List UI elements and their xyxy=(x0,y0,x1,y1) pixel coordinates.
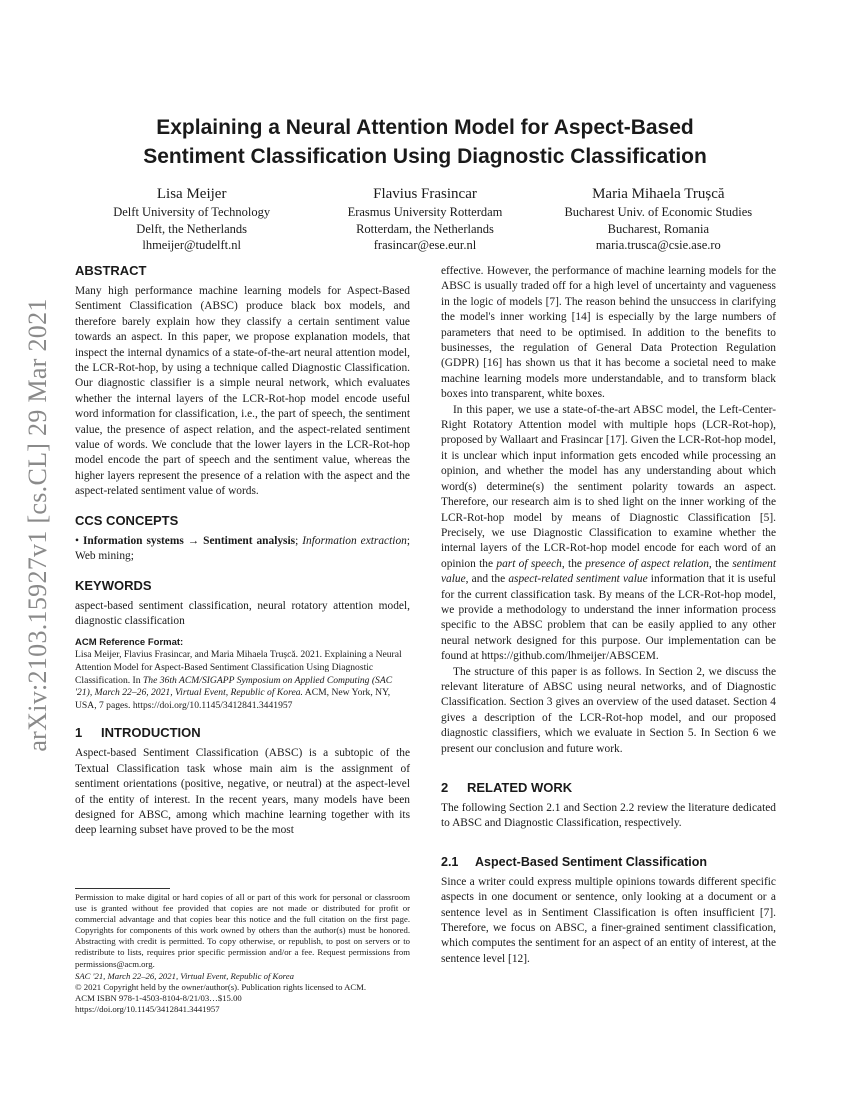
author-email: frasincar@ese.eur.nl xyxy=(373,238,477,252)
introduction-paragraph-2: In this paper, we use a state-of-the-art ABSC model, the Left-Center-Right Rotatory Attention model with multiple hops (LCR-Rot-hop), proposed by Wallaart and Frasincar [17]. Given the LCR-Rot-hop model, it is unclear which input information gets encoded while processing an opinion, and whether the model has any understanding about which word(s) determine(s) the sentiment polarity towards an aspect. Therefore, our research aim is to shed light on the inner working of the LCR-Rot-hop model by means of Diagnostic Classification [5]. Precisely, we use Diagnostic Classification to examine whether the internal layers of the LCR-Rot-hop model encode for each word of an opinion the part of speech, the presence of aspect relation, the sentiment value, and the aspect-related sentiment value information that it is useful for the current classification task. By means of the LCR-Rot-hop model, we provide a methodology to understand the inner information process specific to the ABSC problem that can be easily applied to any other neural network designed for this purpose. Our implementation can be found at https://github.com/lhmeijer/ABSCEM. xyxy=(441,403,776,663)
author-3 xyxy=(542,184,775,254)
left-column xyxy=(75,262,410,839)
ccs-heading: CCS CONCEPTS xyxy=(75,512,179,528)
ccs-arrow: → xyxy=(183,534,204,547)
conference-venue: SAC '21, March 22–26, 2021, Virtual Event, Republic of Korea xyxy=(75,970,294,981)
paper-title-line-1: Explaining a Neural Attention Model for Aspect-Based xyxy=(156,116,694,139)
related-work-text: The following Section 2.1 and Section 2.2 review the literature dedicated to ABSC and Diagnostic Classification, respectively. xyxy=(441,802,776,830)
keywords-heading: KEYWORDS xyxy=(75,577,152,593)
right-column xyxy=(441,264,776,967)
author-affiliation: Erasmus University Rotterdam xyxy=(347,205,503,219)
paper-title xyxy=(75,113,775,171)
author-email: maria.trusca@csie.ase.ro xyxy=(595,238,721,252)
ccs-category: Information systems xyxy=(82,534,184,547)
introduction-paragraph-3: The structure of this paper is as follows. In Section 2, we discuss the relevant literature of ABSC using neural networks, and of Diagnostic Classification. Section 3 gives an overview of the used dataset. Section 4 gives a description of the LCR-Rot-hop model, and our proposed diagnostic classifiers, which we evaluate in Section 5. In Section 6 we present our conclusion and future work. xyxy=(441,665,776,755)
acm-reference-heading: ACM Reference Format: xyxy=(75,637,184,649)
author-name: Flavius Frasincar xyxy=(373,186,477,202)
abstract-text: Many high performance machine learning models for Aspect-Based Sentiment Classification (ABSC) produce black box models, and therefore barely explain how they classify a certain sentiment value towards an aspect. In this paper, we propose explanation models, that inspect the internal dynamics of a state-of-the-art neural attention model, the LCR-Rot-hop, by using a technique called Diagnostic Classification. Our diagnostic classifier is a simple neural network, which evaluates whether the internal layers of the LCR-Rot-hop model encode useful word information for classification, i.e., the part of speech, the sentiment value, the presence of aspect relation, and the aspect-related sentiment value of words. We conclude that the lower layers in the LCR-Rot-hop model encode the part of speech and the sentiment value, whereas the higher layers represent the presence of a relation with the aspect and the aspect-related sentiment value of words. xyxy=(75,285,410,498)
doi-link[interactable]: https://doi.org/10.1145/3412841.3441957 xyxy=(75,1003,220,1014)
ccs-subcategory: Sentiment analysis xyxy=(203,534,296,547)
section-number: 1 xyxy=(75,725,83,741)
introduction-paragraph-1: Aspect-based Sentiment Classification (ABSC) is a subtopic of the Textual Classification task whose main aim is the assignment of sentiment orientations (positive, negative, or neutral) at the aspect-level of the entity of interest. In the recent years, many models have been designed for ABSC, among which machine learning together with its deep learning subset have proved to be the most xyxy=(75,747,410,837)
permission-notice: Permission to make digital or hard copies of all or part of this work for personal or classroom use is granted without fee provided that copies are not made or distributed for profit or commercial advantage and that copies bear this notice and the full citation on the first page. Copyrights for components of this work owned by others than the author(s) must be honored. Abstracting with credit is permitted. To copy otherwise, or republish, to post on servers or to redistribute to lists, requires prior specific permission and/or a fee. Request permissions from permissions@acm.org. xyxy=(75,892,410,969)
ccs-text: • Information systems → Sentiment analysis; Information extraction; Web mining; xyxy=(75,534,411,563)
introduction-heading: 1 INTRODUCTION xyxy=(75,725,201,741)
keywords-text: aspect-based sentiment classification, neural rotatory attention model, diagnostic classification xyxy=(75,599,410,627)
ccs-italic: Information extraction xyxy=(302,534,407,547)
author-2 xyxy=(308,184,541,254)
author-block xyxy=(75,184,775,254)
footer-rule xyxy=(75,888,170,889)
introduction-paragraph-1-continued: effective. However, the performance of machine learning models for the ABSC is usually traded off for a high level of uncertainty and vagueness in the logic of models [7]. The reason behind the unsuccess in clarifying the model's inner working [14] is especially by the large numbers of parameters that need to be optimised. In addition to the benefits to businesses, the regulation of General Data Protection Regulation (GDPR) [16] has shown us that it has become a societal need to make machine learning models more understandable, and to transform black boxes into transparent, white boxes. xyxy=(441,265,776,401)
author-affiliation: Bucharest Univ. of Economic Studies xyxy=(564,205,753,219)
absc-subsection-heading: 2.1 Aspect-Based Sentiment Classification xyxy=(441,854,708,869)
author-name: Lisa Meijer xyxy=(156,186,227,202)
permission-footer xyxy=(75,888,410,1015)
section-number: 2 xyxy=(441,780,449,795)
author-name: Maria Mihaela Trușcă xyxy=(592,186,725,202)
abstract-heading: ABSTRACT xyxy=(75,263,147,278)
ccs-bullet: • xyxy=(75,534,79,547)
acm-reference-text: Lisa Meijer, Flavius Frasincar, and Maria Mihaela Trușcă. 2021. Explaining a Neural Attention Model for Aspect-Based Sentiment Classification Using Diagnostic Classification. In The 36th ACM/SIGAPP Symposium on Applied Computing (SAC '21), March 22–26, 2021, Virtual Event, Republic of Korea. ACM, New York, NY, USA, 7 pages. https://doi.org/10.1145/3412841.3441957 xyxy=(75,649,402,711)
author-1 xyxy=(75,184,308,254)
copyright-notice: © 2021 Copyright held by the owner/author(s). Publication rights licensed to ACM. xyxy=(75,981,367,992)
author-email: lhmeijer@tudelft.nl xyxy=(142,238,241,252)
author-location: Delft, the Netherlands xyxy=(136,221,248,236)
arxiv-stamp-text: arXiv:2103.15927v1 [cs.CL] 29 Mar 2021 xyxy=(23,298,52,752)
author-location: Bucharest, Romania xyxy=(607,221,709,236)
absc-subsection-text: Since a writer could express multiple opinions towards different specific aspects in one document or sentence, only looking at a document or a sentence level as in Sentiment Classification is often insufficient [7]. Therefore, we focus on ABSC, a finer-grained sentiment classification, which computes the sentiment for an aspect of an entity of interest, at the sentence level [12]. xyxy=(441,875,776,965)
author-location: Rotterdam, the Netherlands xyxy=(356,221,494,236)
isbn: ACM ISBN 978-1-4503-8104-8/21/03…$15.00 xyxy=(75,992,242,1003)
related-work-heading: 2 RELATED WORK xyxy=(441,780,573,795)
paper-title-line-2: Sentiment Classification Using Diagnostic Classification xyxy=(143,145,707,168)
arxiv-stamp xyxy=(18,290,58,760)
acm-reference-venue: The 36th ACM/SIGAPP Symposium on Applied Computing (SAC '21), March 22–26, 2021, Virtual Event, Republic of Korea. xyxy=(75,674,393,699)
author-affiliation: Delft University of Technology xyxy=(113,205,271,219)
subsection-number: 2.1 xyxy=(441,854,459,869)
